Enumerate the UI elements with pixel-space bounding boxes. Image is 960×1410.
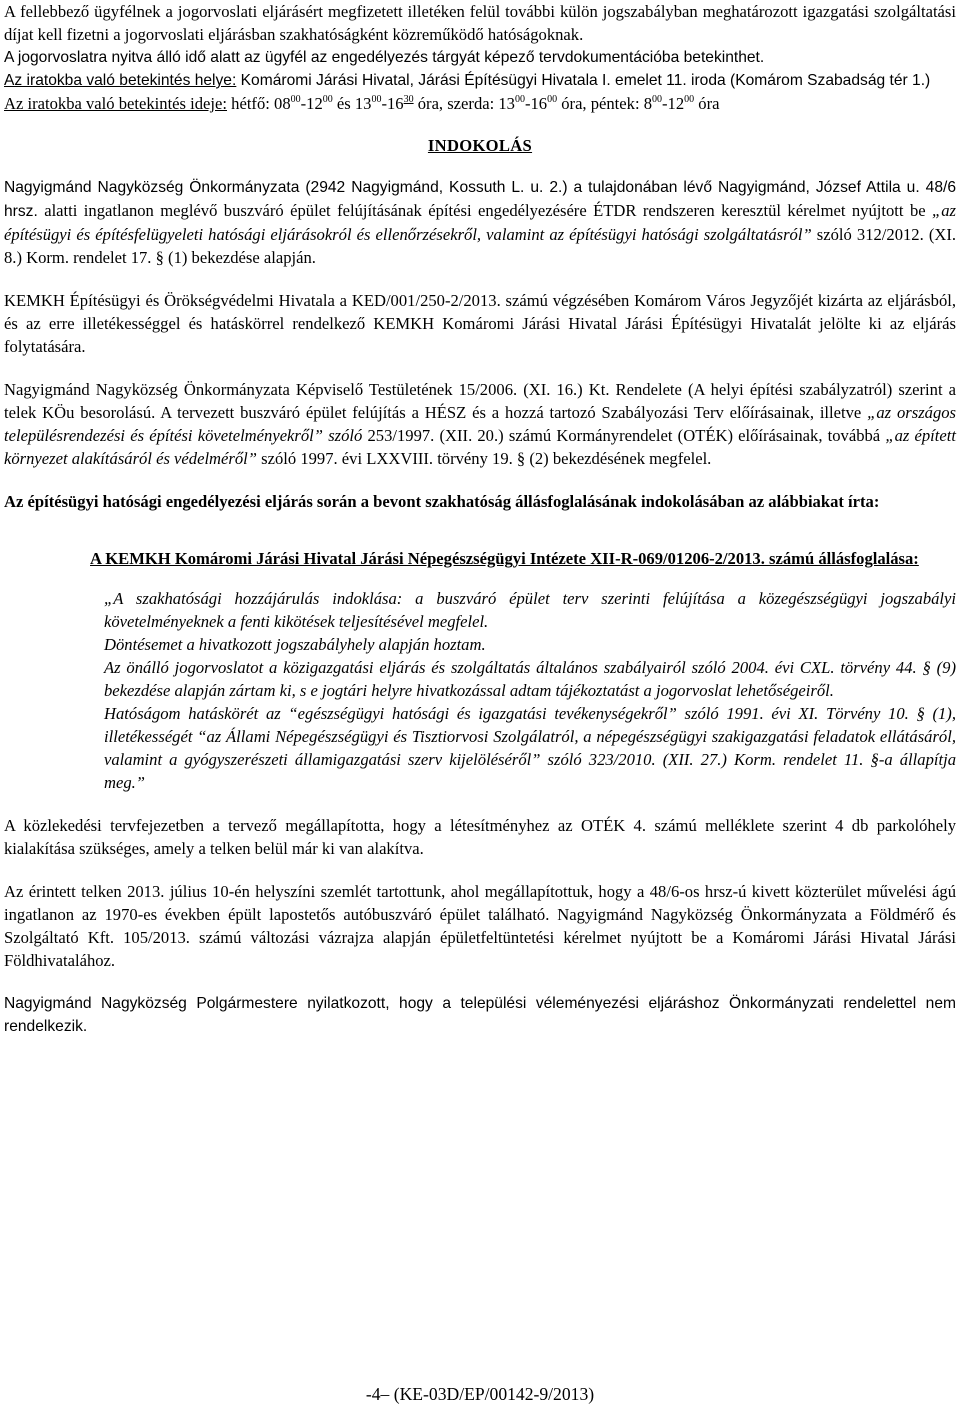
inspection-time (4, 92, 956, 115)
designation-paragraph: KEMKH Építésügyi és Örökségvédelmi Hivatala a KED/001/250-2/2013. számú végzésében Komárom Város Jegyzőjét kizárta az eljárásból, és az erre illetékességgel és hatáskörrel rendelkező KEMKH Komáromi Járási Hivatal Járási Építésügyi Hivatalát jelölte ki az eljárás folytatására. (4, 291, 956, 356)
inspection-paragraph: A jogorvoslatra nyitva álló idő alatt az ügyfél az engedélyezés tárgyát képező tervdokumentációba betekinthet. (4, 49, 765, 66)
opinion-body: „A szakhatósági hozzájárulás indoklása: a buszváró épület terv szerinti felújítása a közegészségügyi jogszabályi követelményeknek a fenti kikötések teljesítésével megfelel. Döntésemet a hivatkozott jogszabályhely alapján hoztam. Az önálló jogorvoslatot a közigazgatási eljárás és szolgáltatás általános szabályairól szóló 2004. évi CXL. törvény 44. § (9) bekezdése alapján zártam ki, s e jogtári helyre hivatkozással adtam tájékoztatást a jogorvoslat lehetőségeiről. Hatóságom hatáskörét az “egészségügyi hatósági és igazgatási tevékenységekről” szóló 1991. évi XI. Törvény 10. § (1), illetékességét “az Állami Népegészségügyi és Tisztiorvosi Szolgálatról, a népegészségügyi szakigazgatási feladatok ellátásáról, valamint a gyógyszerészeti államigazgatási szerv kijelöléséről” szóló 323/2010. (XII. 27.) Korm. rendelet 11. §-a állapítja meg.” (104, 589, 956, 792)
zoning-text: szóló 1997. évi LXXVIII. törvény 19. § (2) bekezdésének megfelel. (257, 449, 712, 468)
time-sup: 00 (514, 94, 525, 105)
authority-intro-paragraph: Az építésügyi hatósági engedélyezési eljárás során a bevont szakhatóság állásfoglalásának indokolásában az alábbiakat írta: (4, 492, 880, 511)
opinion-title: A KEMKH Komáromi Járási Hivatal Járási Népegészségügyi Intézete XII-R-069/01206-2/2013. számú állásfoglalása: (90, 549, 919, 568)
time-text: óra, péntek: 8 (557, 94, 653, 113)
time-sup: 00 (684, 94, 695, 105)
zoning-text: 253/1997. (XII. 20.) számú Kormányrendelet (OTÉK) előírásainak, továbbá (362, 426, 886, 445)
applicant-text: Nagyigmánd Nagyközség Önkormányzata (2942 Nagyigmánd, Kossuth L. u. 2.) a tulajdonában lévő Nagyigmánd, József Attila u. 48/6 hrsz. (4, 179, 956, 220)
transport-paragraph: A közlekedési tervfejezetben a tervező megállapította, hogy a létesítményhez az OTÉK 4. számú melléklete szerint 4 db parkolóhely kialakítása szükséges, amely a telken belül már ki van alakítva. (4, 816, 956, 858)
time-sup: 00 (547, 94, 558, 105)
time-sup: 00 (290, 94, 301, 105)
cited-law: „az épített környezet alakításáról és védelméről” (4, 426, 956, 468)
request-paragraph (4, 175, 956, 269)
inspection-place-label: Az iratokba való betekintés helye: (4, 72, 237, 89)
inspection-time-label: Az iratokba való betekintés ideje: (4, 94, 228, 113)
zoning-paragraph (4, 378, 956, 470)
time-text: -16 (381, 94, 404, 113)
zoning-text: Nagyigmánd Nagyközség Önkormányzata Képviselő Testületének 15/2006. (XI. 16.) Kt. Rendelete (A helyi építési szabályzatról) szerint a telek KÖu besorolású. A tervezett buszváró épület felújítás a HÉSZ és a hozzá tartozó Szabályozási Terv előírásainak, illetve (4, 380, 956, 422)
time-sup: 00 (652, 94, 663, 105)
time-sup: 30 (403, 94, 414, 105)
request-text: szóló 312/2012. (XI. 8.) Korm. rendelet 17. § (1) bekezdése alapján. (4, 225, 957, 267)
section-heading: INDOKOLÁS (427, 136, 533, 155)
time-sup: 00 (371, 94, 382, 105)
time-text: -12 (662, 94, 685, 113)
inspection-place (4, 69, 956, 92)
time-sup: 00 (322, 94, 333, 105)
time-text: és 13 (332, 94, 372, 113)
time-text: óra (694, 94, 720, 113)
time-text: -16 (524, 94, 548, 113)
time-text: -12 (300, 94, 323, 113)
time-text: óra, szerda: 13 (413, 94, 515, 113)
cited-law: „az építésügyi és építésfelügyeleti hatósági eljárásokról és ellenőrzésekről, valamint az építésügyi hatósági szolgáltatásról” (4, 201, 956, 244)
fee-paragraph: A fellebbező ügyfélnek a jogorvoslati eljárásért megfizetett illetéken felül további külön jogszabályban meghatározott igazgatási szolgáltatási díjat kell fizetni a jogorvoslati eljárásban szakhatóságként közreműködő hatóságoknak. (4, 2, 956, 44)
inspection-result-paragraph: Az érintett telken 2013. július 10-én helyszíni szemlét tartottunk, ahol megállapítottuk, hogy a 48/6-os hrsz-ú kivett közterület művelési ágú ingatlanon az 1970-es években épült lapostetős autóbuszváró épület található. Nagyigmánd Nagyközség Önkormányzata a Földmérő és Szolgáltató Kft. 105/2013. számú változási vázrajza alapján épületfeltüntetési kérelmet nyújtott be a Komáromi Járási Hivatal Járási Földhivatalához. (4, 882, 956, 970)
page-footer: -4– (KE-03D/EP/00142-9/2013) (365, 1384, 595, 1404)
request-text: alatti ingatlanon meglévő buszváró épület felújításának építési engedélyezésére ÉTDR rendszeren keresztül kérelmet nyújtott be (37, 201, 933, 220)
cited-law: „az országos településrendezési és építési követelményekről” szóló (4, 403, 957, 445)
inspection-place-value: Komáromi Járási Hivatal, Járási Építésügyi Hivatala I. emelet 11. iroda (Komárom Szabadság tér 1.) (236, 72, 931, 89)
mayor-statement-paragraph: Nagyigmánd Nagyközség Polgármestere nyilatkozott, hogy a települési véleményezési eljáráshoz Önkormányzati rendelettel nem rendelkezik. (4, 995, 956, 1035)
time-text: hétfő: 08 (227, 94, 291, 113)
